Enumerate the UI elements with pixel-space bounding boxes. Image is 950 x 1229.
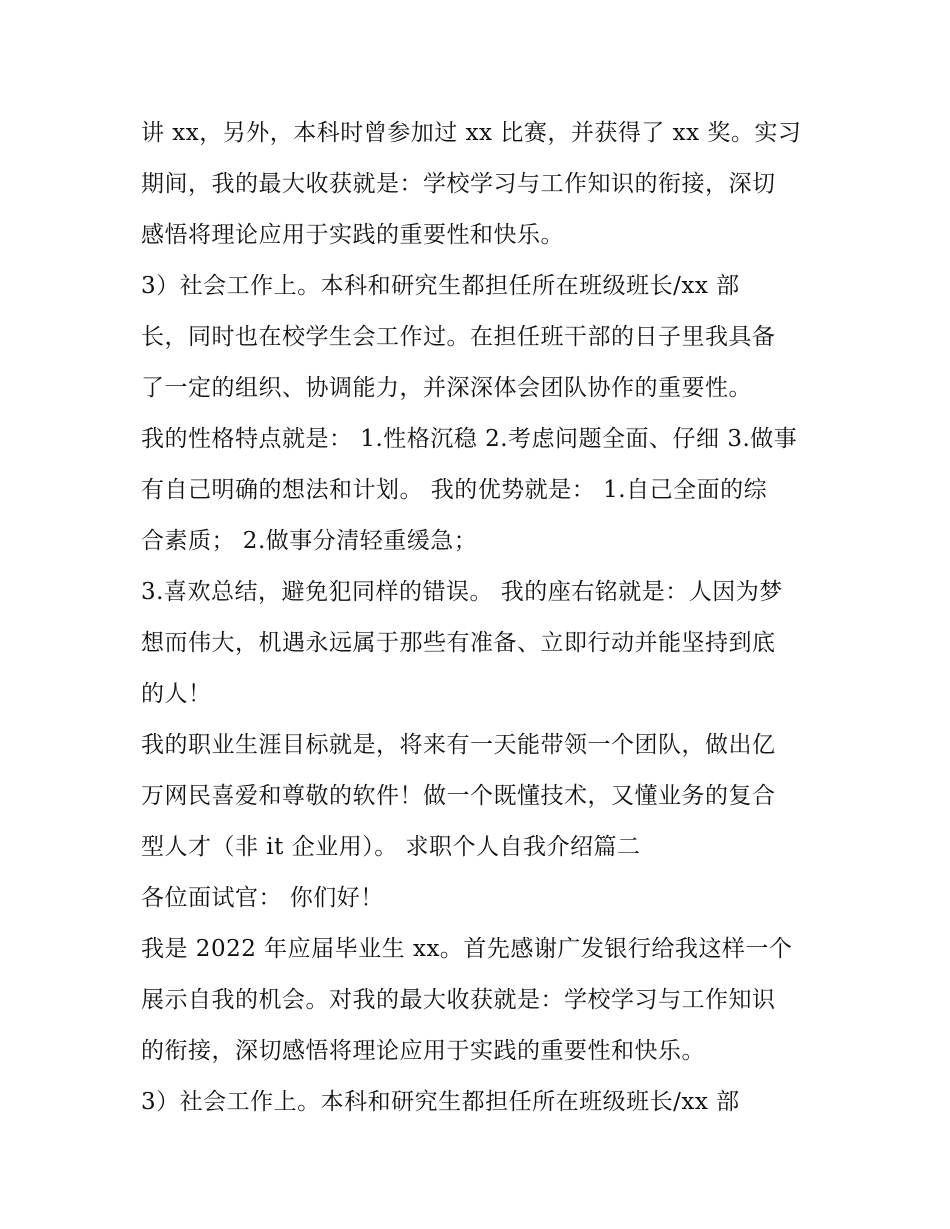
text-line-8: 有自己明确的想法和计划。 我的优势就是： 1.自己全面的综: [141, 477, 768, 503]
text-line-13: 我的职业生涯目标就是，将来有一天能带领一个团队，做出亿: [141, 732, 776, 758]
body-text: [141, 108, 831, 1128]
text-line-7: 我的性格特点就是： 1.性格沉稳 2.考虑问题全面、仔细 3.做事: [141, 426, 798, 452]
text-line-18: 展示自我的机会。对我的最大收获就是：学校学习与工作知识: [141, 987, 776, 1013]
text-line-12: 的人！: [141, 681, 212, 707]
text-line-1: 讲 xx，另外，本科时曾参加过 xx 比赛，并获得了 xx 奖。实习: [141, 120, 802, 146]
text-line-11: 想而伟大，机遇永远属于那些有准备、立即行动并能坚持到底: [141, 630, 776, 656]
text-line-4: 3）社会工作上。本科和研究生都担任所在班级班长/xx 部: [141, 273, 740, 299]
text-line-17: 我是 2022 年应届毕业生 xx。首先感谢广发银行给我这样一个: [141, 936, 793, 962]
text-line-3: 感悟将理论应用于实践的重要性和快乐。: [141, 222, 564, 248]
text-line-16: 各位面试官： 你们好！: [141, 885, 384, 911]
text-line-5: 长，同时也在校学生会工作过。在担任班干部的日子里我具备: [141, 324, 776, 350]
text-line-20: 3）社会工作上。本科和研究生都担任所在班级班长/xx 部: [141, 1089, 740, 1115]
text-line-2: 期间，我的最大收获就是：学校学习与工作知识的衔接，深切: [141, 171, 776, 197]
text-line-14: 万网民喜爱和尊敬的软件！做一个既懂技术，又懂业务的复合: [141, 783, 776, 809]
text-line-15: 型人才（非 it 企业用）。 求职个人自我介绍篇二: [141, 834, 641, 860]
text-line-9: 合素质； 2.做事分清轻重缓急；: [141, 528, 478, 554]
text-line-10: 3.喜欢总结，避免犯同样的错误。 我的座右铭就是：人因为梦: [141, 579, 783, 605]
text-line-19: 的衔接，深切感悟将理论应用于实践的重要性和快乐。: [141, 1038, 705, 1064]
text-line-6: 了一定的组织、协调能力，并深深体会团队协作的重要性。: [141, 375, 752, 401]
